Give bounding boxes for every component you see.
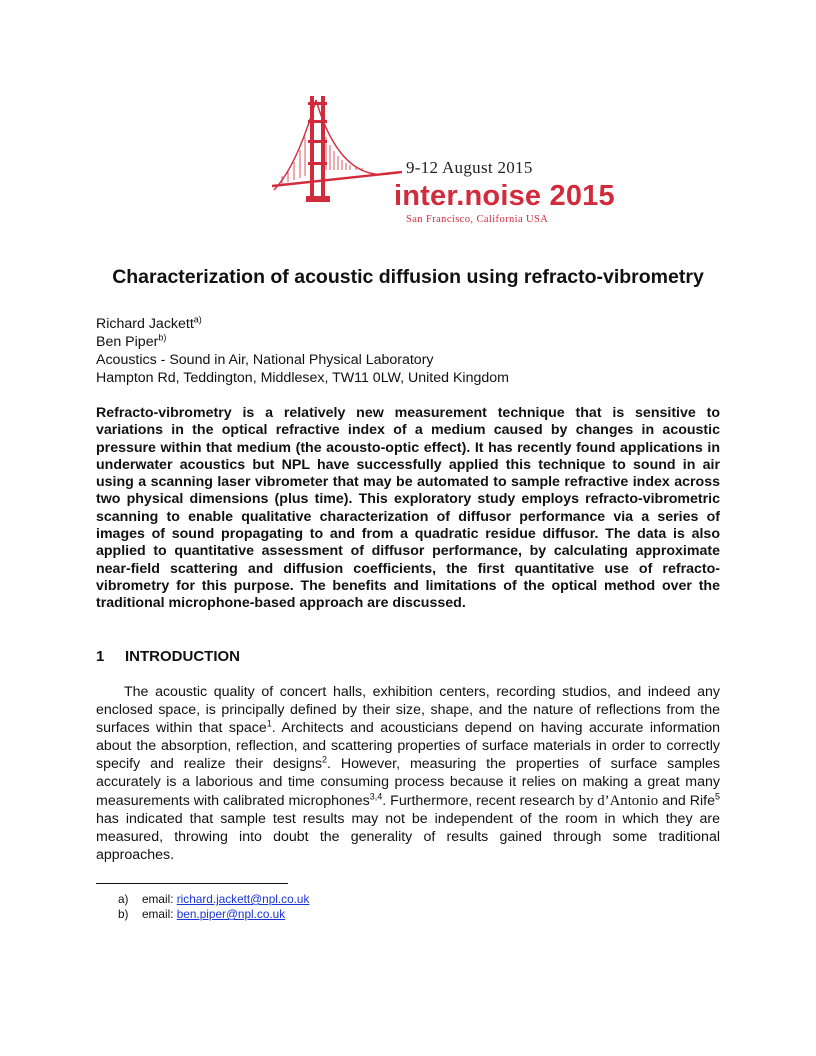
introduction-paragraph: The acoustic quality of concert halls, exhibition centers, recording studios, and indeed any enclosed space, is principally defined by their size, shape, and the nature of reflections from the surfaces within that space$^1$. Architects and acousticians depend on having accurate information about the absorption, reflection, and scattering properties of surface materials in order to correctly specify and realize their designs$^2$. However, measuring the properties of surface samples accurately is a laborious and time consuming process because it relies on making a great many measurements with calibrated microphones$^{3,4}$. Furthermore, recent research by d’Antonio and Rife$^5$ has indicated that sample test results may not be independent of the room in which they are measured, throwing into doubt the generality of results gained through some traditional approaches. (96, 684, 721, 863)
abstract: Refracto-vibrometry is a relatively new measurement technique that is sensitive to variations in the optical refractive index of a medium caused by changes in acoustic pressure within that medium (the acousto-optic effect). It has recently found applications in underwater acoustics but NPL have successfully applied this technique to sound in air using a scanning laser vibrometer that may be automated to sample refractive index across two physical dimensions (plus time). This exploratory study employs refracto-vibrometric scanning to enable qualitative characterization of diffusor performance via a series of images of sound propagating to and from a quadratic residue diffusor. The data is also applied to quantitative assessment of diffusor performance, by calculating approximate near-field scattering and diffusion coefficients, the first quantitative use of refracto-vibrometry for this purpose. The benefits and limitations of the optical method over the traditional microphone-based approach are discussed. (96, 405, 720, 612)
footnote-divider (96, 883, 288, 884)
author-2: Ben Piper$^{b)}$ (96, 332, 167, 350)
conference-name: inter.noise 2015 (394, 180, 615, 212)
author-block (96, 315, 509, 387)
footnotes (118, 892, 309, 922)
conference-location: San Francisco, California USA (406, 214, 549, 225)
footnote-a: a) email: richard.jackett@npl.co.uk (118, 892, 310, 906)
address: Hampton Rd, Teddington, Middlesex, TW11 0LW, United Kingdom (96, 370, 509, 386)
section-number: 1 (96, 648, 105, 665)
author-1: Richard Jackett$^{a)}$ (96, 314, 202, 332)
section-heading (96, 648, 240, 665)
footnote-b: b) email: ben.piper@npl.co.uk (118, 907, 286, 921)
section-title: INTRODUCTION (125, 648, 240, 665)
citation: 5 (714, 790, 720, 801)
email-link-piper[interactable]: ben.piper@npl.co.uk (176, 907, 286, 921)
citation: 1 (266, 718, 272, 729)
email-link-jackett[interactable]: richard.jackett@npl.co.uk (176, 892, 310, 906)
citation: 2 (321, 754, 327, 765)
affiliation: Acoustics - Sound in Air, National Physical Laboratory (96, 352, 434, 368)
golden-gate-bridge-icon (272, 96, 402, 202)
citation: 3,4 (369, 790, 383, 801)
conference-date: 9-12 August 2015 (406, 158, 533, 177)
paper-title: Characterization of acoustic diffusion using refracto-vibrometry (112, 266, 704, 288)
